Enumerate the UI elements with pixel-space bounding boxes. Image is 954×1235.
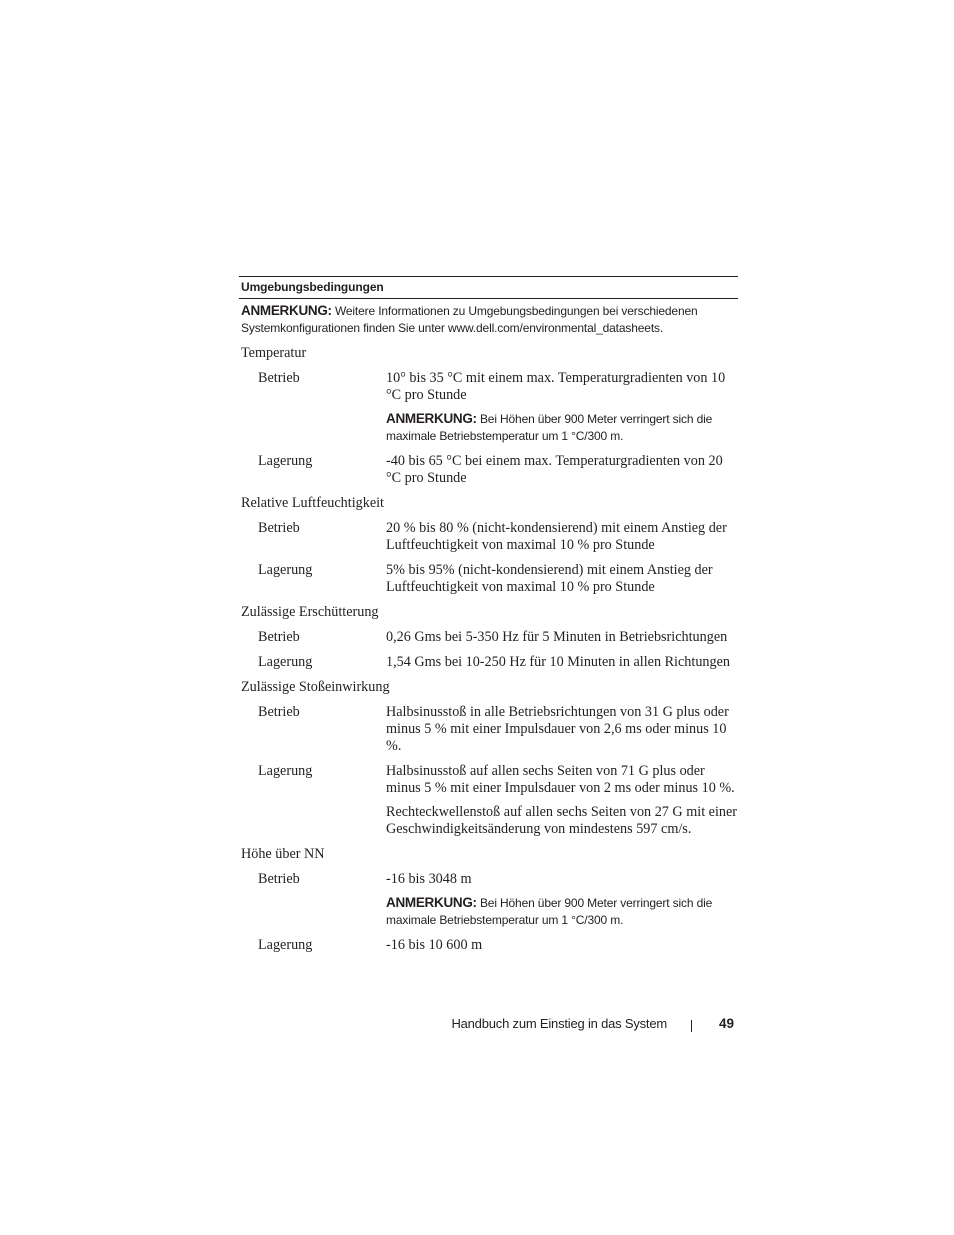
row-value: Halbsinusstoß in alle Betriebsrichtungen von 31 G plus oder minus 5 % mit einer Impulsdauer von 2,6 ms oder minus 10 %. <box>386 704 729 754</box>
note-altitude-temperature <box>386 410 738 445</box>
section-title-vibration: Zulässige Erschütterung <box>241 604 379 620</box>
note-text: Bei Höhen über 900 Meter verringert sich die maximale Betriebstemperatur um 1 °C/300 m. <box>386 412 713 443</box>
page-footer <box>0 1014 954 1034</box>
row-temperature-operating <box>239 370 738 404</box>
row-label: Lagerung <box>258 654 313 670</box>
note-period: . <box>659 321 664 335</box>
row-label: Lagerung <box>258 453 313 469</box>
note-label: ANMERKUNG: <box>241 303 332 318</box>
section-title-temperature: Temperatur <box>241 345 307 361</box>
note-label: ANMERKUNG: <box>386 411 477 426</box>
row-value: 0,26 Gms bei 5-350 Hz für 5 Minuten in Betriebsrichtungen <box>386 629 728 645</box>
section-title-humidity: Relative Luftfeuchtigkeit <box>241 495 385 511</box>
datasheets-link[interactable]: www.dell.com/environmental_datasheets <box>447 321 660 335</box>
row-vibration-operating <box>239 629 738 646</box>
footer-title: Handbuch zum Einstieg in das System <box>451 1016 667 1031</box>
row-humidity-operating <box>239 520 738 554</box>
row-label: Lagerung <box>258 937 313 953</box>
row-label: Betrieb <box>258 629 300 645</box>
row-label: Lagerung <box>258 562 313 578</box>
row-value: Halbsinusstoß auf allen sechs Seiten von 71 G plus oder minus 5 % mit einer Impulsdauer von 2 ms oder minus 10 %. <box>386 763 735 796</box>
row-label-empty <box>239 894 386 929</box>
row-temperature-storage <box>239 453 738 487</box>
row-label-empty <box>239 410 386 445</box>
row-value: 5% bis 95% (nicht-kondensierend) mit einem Anstieg der Luftfeuchtigkeit von maximal 10 % pro Stunde <box>386 562 713 595</box>
row-shock-storage-square-wave <box>239 804 738 838</box>
row-shock-operating <box>239 704 738 755</box>
page-number: 49 <box>718 1016 734 1031</box>
footer-separator <box>691 1020 692 1032</box>
row-label: Lagerung <box>258 763 313 779</box>
row-label-empty <box>239 804 386 838</box>
row-humidity-storage <box>239 562 738 596</box>
section-title-shock: Zulässige Stoßeinwirkung <box>241 679 390 695</box>
row-value: -16 bis 3048 m <box>386 871 472 887</box>
row-value: 1,54 Gms bei 10-250 Hz für 10 Minuten in allen Richtungen <box>386 654 730 670</box>
row-value: -40 bis 65 °C bei einem max. Temperaturgradienten von 20 °C pro Stunde <box>386 453 723 486</box>
row-shock-storage <box>239 763 738 797</box>
note-text: Weitere Informationen zu Umgebungsbedingungen bei verschiedenen Systemkonfigurationen finden Sie unter <box>241 304 698 335</box>
note-altitude-temperature <box>386 894 738 929</box>
row-temperature-operating-note <box>239 410 738 445</box>
section-title-altitude: Höhe über NN <box>241 846 325 862</box>
row-label: Betrieb <box>258 704 300 720</box>
row-label: Betrieb <box>258 520 300 536</box>
row-altitude-operating <box>239 871 738 888</box>
note-text: Bei Höhen über 900 Meter verringert sich die maximale Betriebstemperatur um 1 °C/300 m. <box>386 896 713 927</box>
row-altitude-operating-note <box>239 894 738 929</box>
table-heading: Umgebungsbedingungen <box>241 280 384 294</box>
row-value: Rechteckwellenstoß auf allen sechs Seiten von 27 G mit einer Geschwindigkeitsänderung von mindestens 597 cm/s. <box>386 804 738 837</box>
row-label: Betrieb <box>258 871 300 887</box>
heading-rule <box>239 298 738 299</box>
row-value: -16 bis 10 600 m <box>386 937 483 953</box>
row-vibration-storage <box>239 654 738 671</box>
note-label: ANMERKUNG: <box>386 895 477 910</box>
row-label: Betrieb <box>258 370 300 386</box>
note-environmental-datasheets <box>239 301 738 337</box>
row-value: 10° bis 35 °C mit einem max. Temperaturgradienten von 10 °C pro Stunde <box>386 370 726 403</box>
environment-spec-table <box>239 276 738 954</box>
row-value: 20 % bis 80 % (nicht-kondensierend) mit einem Anstieg der Luftfeuchtigkeit von maximal 10 % pro Stunde <box>386 520 727 553</box>
row-altitude-storage <box>239 937 738 954</box>
